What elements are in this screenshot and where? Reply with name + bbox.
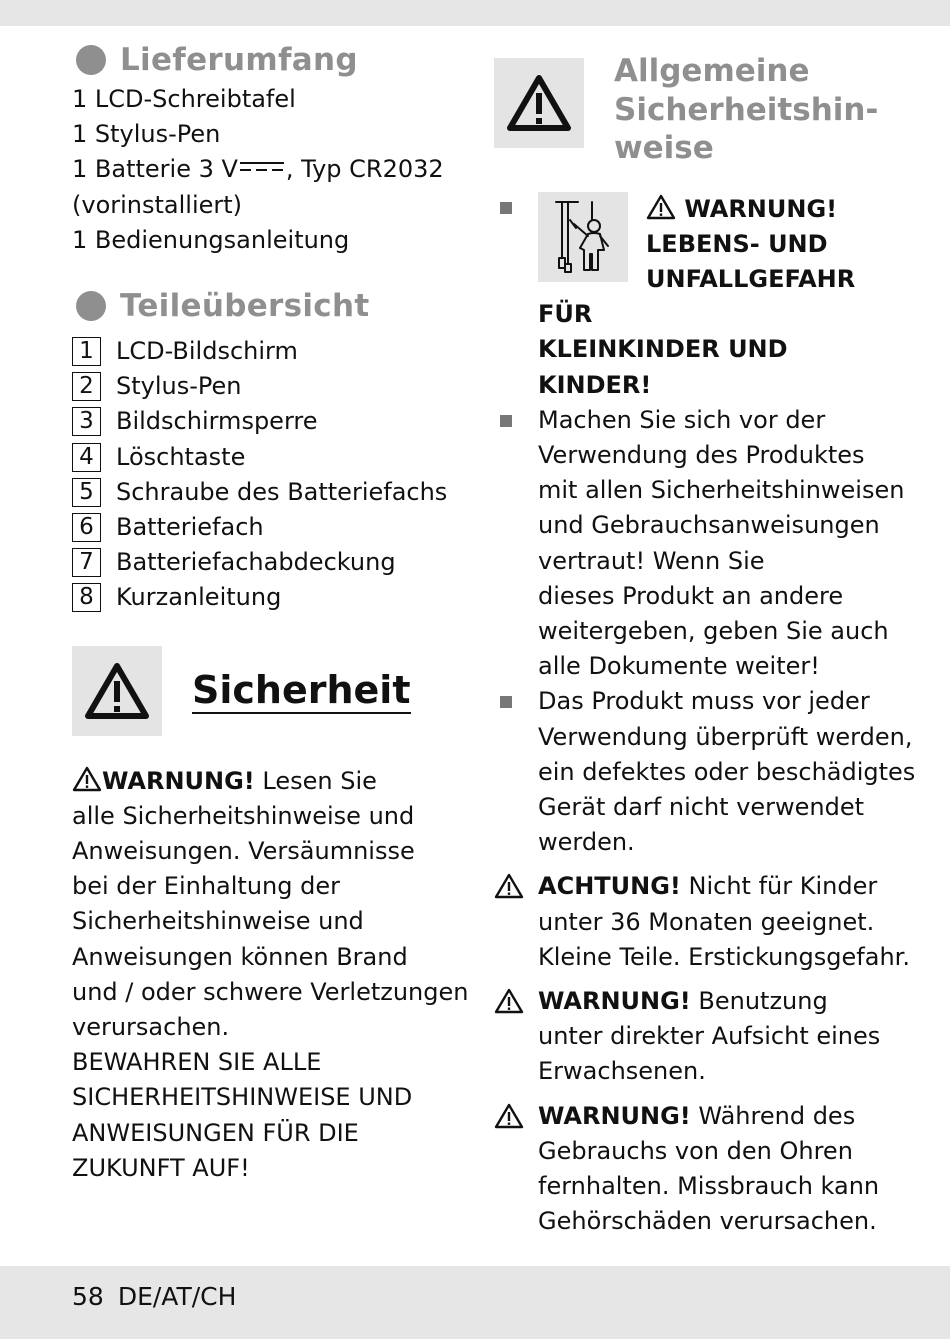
- note-line: Kleine Teile. Erstickungsgefahr.: [538, 942, 910, 971]
- right-column: [494, 52, 916, 1239]
- heading-bullet-icon: [76, 45, 106, 75]
- child-strangulation-pictogram: [538, 192, 628, 282]
- part-row: [72, 510, 452, 545]
- part-label: Stylus-Pen: [116, 372, 242, 401]
- item-line: mit allen Sicherheitshinweisen: [538, 476, 905, 505]
- child-warning-line: FÜR: [538, 300, 593, 329]
- lieferumfang-item: [72, 152, 452, 187]
- page-number: 58: [72, 1282, 104, 1311]
- allgemeine-heading: [494, 52, 894, 168]
- part-number-box: 6: [72, 513, 101, 542]
- item-line: Gerät darf nicht verwendet: [538, 792, 865, 821]
- part-number-box: 7: [72, 548, 101, 577]
- dc-current-icon: [240, 160, 284, 174]
- warning-label: WARNUNG!: [102, 766, 255, 795]
- part-row: [72, 580, 452, 615]
- sicherheit-heading: [72, 646, 452, 736]
- teileuebersicht-title: Teileübersicht: [120, 288, 370, 325]
- item-line: werden.: [538, 828, 635, 857]
- child-warning-line: KLEINKINDER UND: [538, 335, 788, 364]
- note-line: fernhalten. Missbrauch kann: [538, 1171, 880, 1200]
- part-number-box: 3: [72, 407, 101, 436]
- warning-triangle-icon: [646, 194, 676, 220]
- warning-text-line: und / oder schwere Verletzungen: [72, 977, 469, 1006]
- lieferumfang-item: 1 Bedienungsanleitung: [72, 225, 350, 254]
- warning-triangle-icon: [506, 74, 572, 132]
- warning-text-line: Anweisungen können Brand: [72, 942, 408, 971]
- warning-sign-box: [494, 58, 584, 148]
- part-row: [72, 404, 452, 439]
- item-line: dieses Produkt an andere: [538, 581, 844, 610]
- item-line: und Gebrauchsanweisungen: [538, 511, 880, 540]
- part-row: [72, 369, 452, 404]
- notice-line: BEWAHREN SIE ALLE: [72, 1048, 322, 1077]
- note-warnung-supervision: [494, 984, 894, 1090]
- lieferumfang-item: 1 LCD-Schreibtafel: [72, 85, 296, 113]
- heading-bullet-icon: [76, 291, 106, 321]
- top-band: [0, 0, 950, 26]
- note-line: unter direkter Aufsicht eines: [538, 1022, 881, 1051]
- part-number-box: 5: [72, 478, 101, 507]
- teileuebersicht-heading: [72, 286, 452, 326]
- lieferumfang-list: [72, 82, 452, 258]
- warning-text-line: Sicherheitshinweise und: [72, 907, 364, 936]
- warning-text-line: Lesen Sie: [254, 766, 377, 795]
- safety-item-familiarize: [494, 403, 905, 685]
- notice-line: SICHERHEITSHINWEISE UND: [72, 1083, 413, 1112]
- warning-text-line: bei der Einhaltung der: [72, 872, 340, 901]
- safety-item-inspect: [494, 684, 916, 860]
- item-line: Verwendung überprüft werden,: [538, 722, 913, 751]
- part-row: [72, 545, 452, 580]
- warning-text-line: verursachen.: [72, 1012, 230, 1041]
- item-line: vertraut! Wenn Sie: [538, 546, 765, 575]
- part-label: Kurzanleitung: [116, 583, 282, 612]
- note-warnung-ears: [494, 1099, 894, 1240]
- keep-instructions-notice: [72, 1045, 452, 1186]
- sicherheit-title: Sicherheit: [192, 667, 411, 712]
- part-label: Löschtaste: [116, 442, 246, 471]
- lieferumfang-item: (vorinstalliert): [72, 190, 243, 219]
- note-line: Erwachsenen.: [538, 1057, 706, 1086]
- item-line: Verwendung des Produktes: [538, 440, 865, 469]
- warning-label: WARNUNG!: [684, 194, 838, 223]
- allgemeine-title: [614, 52, 878, 168]
- part-number-box: 4: [72, 443, 101, 472]
- warning-triangle-icon: [72, 766, 102, 792]
- part-label: Schraube des Batteriefachs: [116, 477, 448, 506]
- note-line: unter 36 Monaten geeignet.: [538, 907, 875, 936]
- parts-list: [72, 334, 452, 616]
- child-warning-item: [494, 192, 894, 403]
- note-line: Gebrauchs von den Ohren: [538, 1136, 853, 1165]
- warning-text-line: Anweisungen. Versäumnisse: [72, 836, 415, 865]
- title-line: Sicherheitshin-: [614, 91, 879, 128]
- note-line: Gehörschäden verursachen.: [538, 1207, 877, 1236]
- child-warning-line: UNFALLGEFAHR: [646, 264, 856, 293]
- warning-sign-box: [72, 646, 162, 736]
- warning-triangle-icon: [84, 662, 150, 720]
- item-line: Das Produkt muss vor jeder: [538, 687, 870, 716]
- warning-triangle-icon: [494, 873, 524, 899]
- warning-label: WARNUNG!: [538, 1101, 691, 1130]
- item-line: alle Dokumente weiter!: [538, 652, 820, 681]
- part-row: [72, 334, 452, 369]
- item-line: ein defektes oder beschädigtes: [538, 757, 916, 786]
- notice-line: ANWEISUNGEN FÜR DIE: [72, 1118, 359, 1147]
- note-text: Nicht für Kinder: [680, 872, 878, 901]
- warning-text-line: alle Sicherheitshinweise und: [72, 801, 415, 830]
- title-line: Allgemeine: [614, 53, 810, 89]
- part-label: Bildschirmsperre: [116, 407, 318, 436]
- square-bullet-icon: [500, 696, 512, 708]
- note-achtung-small-parts: [494, 869, 910, 975]
- item-line: Machen Sie sich vor der: [538, 405, 826, 434]
- part-row: [72, 475, 452, 510]
- left-column: [72, 40, 469, 1186]
- square-bullet-icon: [500, 202, 512, 214]
- child-cord-hazard-icon: [548, 198, 618, 276]
- battery-type-text: , Typ CR2032: [285, 155, 444, 184]
- achtung-label: ACHTUNG!: [538, 872, 681, 901]
- title-line: weise: [614, 130, 714, 166]
- note-text: Benutzung: [690, 986, 828, 1015]
- warning-label: WARNUNG!: [538, 986, 691, 1015]
- part-number-box: 8: [72, 583, 101, 612]
- square-bullet-icon: [500, 415, 512, 427]
- notice-line: ZUKUNFT AUF!: [72, 1153, 250, 1182]
- note-text: Während des: [690, 1101, 856, 1130]
- warning-triangle-icon: [494, 1103, 524, 1129]
- lieferumfang-heading: [72, 40, 452, 80]
- page-footer: [72, 1280, 236, 1314]
- part-row: [72, 440, 452, 475]
- part-number-box: 2: [72, 372, 101, 401]
- part-label: LCD-Bildschirm: [116, 337, 298, 366]
- lieferumfang-item: 1 Stylus-Pen: [72, 120, 221, 149]
- battery-text: 1 Batterie 3 V: [72, 155, 238, 184]
- sicherheit-warning-text: [72, 764, 469, 1046]
- item-line: weitergeben, geben Sie auch: [538, 616, 889, 645]
- part-label: Batteriefachabdeckung: [116, 548, 396, 577]
- child-warning-line: LEBENS- UND: [646, 229, 828, 258]
- warning-triangle-icon: [494, 988, 524, 1014]
- part-number-box: 1: [72, 337, 101, 366]
- child-warning-line: KINDER!: [538, 370, 652, 399]
- lieferumfang-title: Lieferumfang: [120, 42, 358, 78]
- part-label: Batteriefach: [116, 512, 264, 541]
- region-code: DE/AT/CH: [117, 1282, 237, 1311]
